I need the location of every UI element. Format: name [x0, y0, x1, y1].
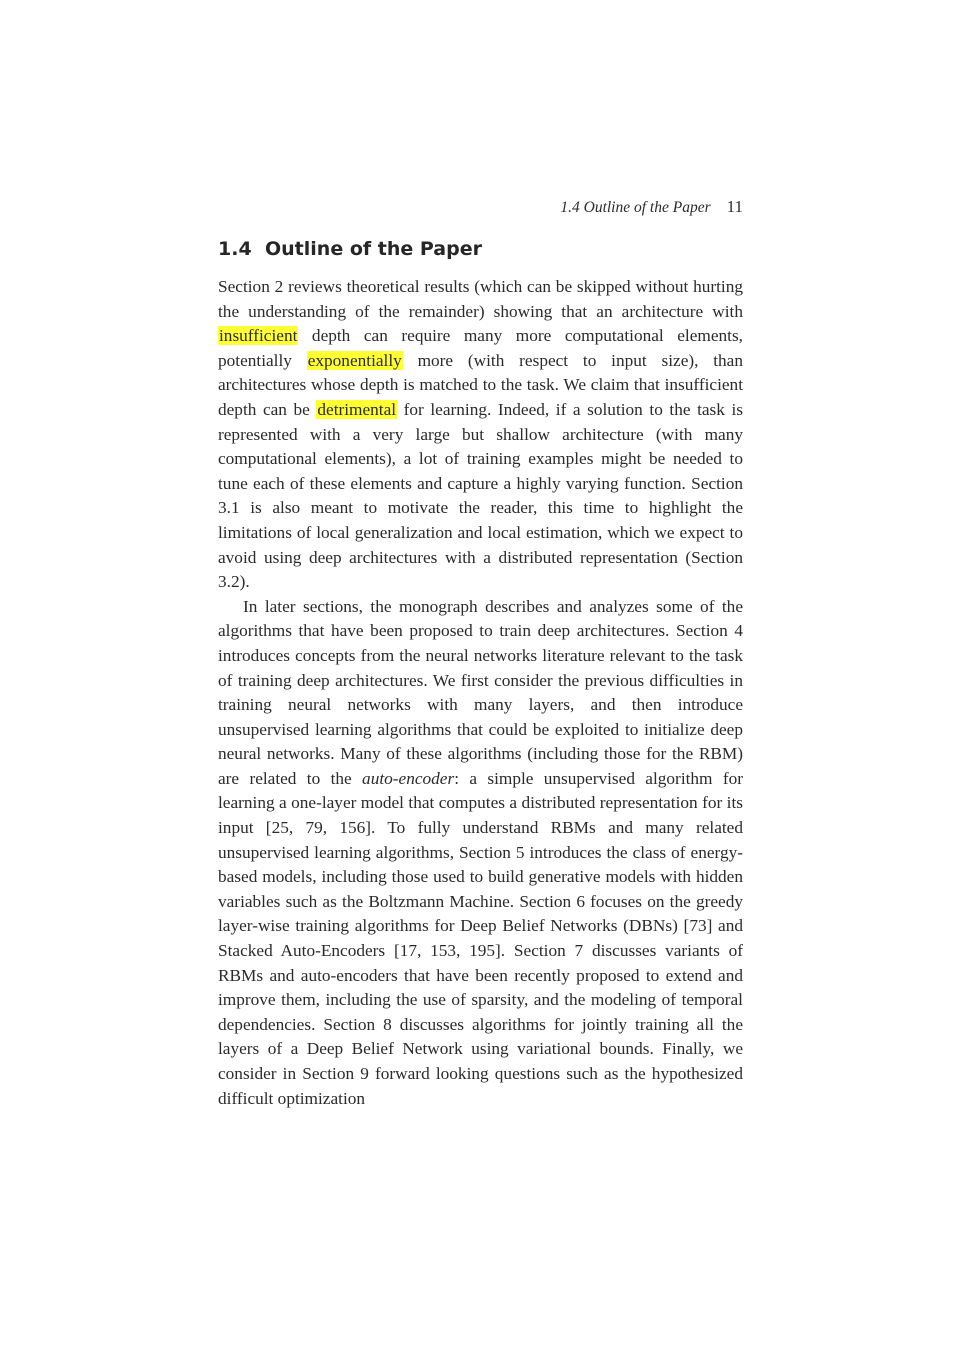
paragraph-2-text-a: In later sections, the monograph describes and analyzes some of the algorithms that have been proposed to train deep architectures. Section 4 introduces concepts from the neural networks literature relevant to the task of training deep architectures. We first consider the previous difficulties in training neural networks with many layers, and then introduce unsupervised learning algorithms that could be exploited to initialize deep neural networks. Many of these algorithms (including those for the RBM) are related to the [218, 596, 743, 788]
highlight-insufficient[interactable]: insufficient [219, 326, 298, 346]
highlight-exponentially[interactable]: exponentially [307, 350, 402, 370]
running-head [218, 197, 743, 218]
page-number: 11 [726, 197, 743, 216]
paragraph-2-text-b: : a simple unsupervised algorithm for learning a one-layer model that computes a distributed representation for its input [25, 79, 156]. To fully understand RBMs and many related unsupervised learning algorithms, Section 5 introduces the class of energy-based models, including those used to build generative models with hidden variables such as the Boltzmann Machine. Section 6 focuses on the greedy layer-wise training algorithms for Deep Belief Networks (DBNs) [73] and Stacked Auto-Encoders [17, 153, 195]. Section 7 discusses variants of RBMs and auto-encoders that have been recently proposed to extend and improve them, including the use of sparsity, and the modeling of temporal dependencies. Section 8 discusses algorithms for jointly training all the layers of a Deep Belief Network using variational bounds. Finally, we consider in Section 9 forward looking questions such as the hypothesized difficult optimization [218, 768, 743, 1108]
body-text [218, 275, 743, 1111]
section-heading [218, 236, 743, 262]
section-number: 1.4 [218, 238, 252, 260]
emphasis-auto-encoder: auto-encoder [362, 768, 455, 788]
paragraph-1-text-d: for learning. Indeed, if a solution to the task is represented with a very large but shallow architecture (with many computational elements), a lot of training examples might be needed to tune each of these elements and capture a highly varying function. Section 3.1 is also meant to motivate the reader, this time to highlight the limitations of local generalization and local estimation, which we expect to avoid using deep architectures with a distributed representation (Section 3.2). [218, 399, 744, 592]
paragraph-2 [218, 595, 743, 1111]
paragraph-1-text-b: depth can require many more computational elements, potentially [218, 326, 743, 370]
highlight-detrimental[interactable]: detrimental [317, 399, 397, 419]
paragraph-1-text-a: Section 2 reviews theoretical results (which can be skipped without hurting the understanding of the remainder) showing that an architecture with [218, 277, 743, 321]
section-title: Outline of the Paper [265, 238, 482, 260]
paragraph-1 [218, 275, 743, 595]
running-head-title: 1.4 Outline of the Paper [560, 199, 711, 216]
paragraph-1-text-c: more (with respect to input size), than architectures whose depth is matched to the task. We claim that insufficient depth can be [218, 350, 743, 419]
